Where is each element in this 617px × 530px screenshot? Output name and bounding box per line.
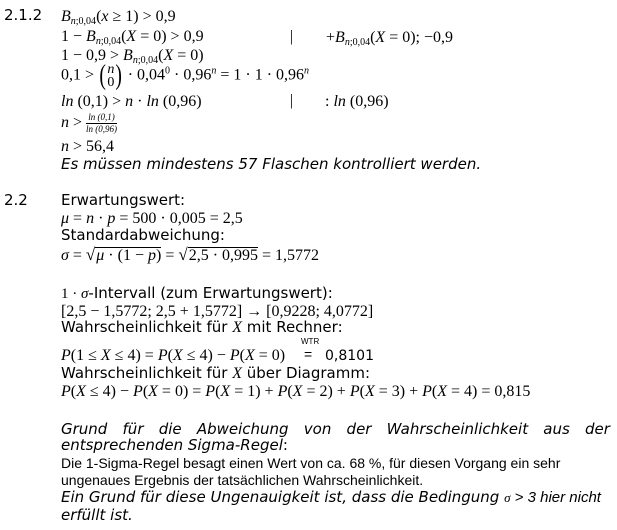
std-dev-label: Standardabweichung: [61, 226, 225, 244]
operation-note-2: : ln (0,96) [325, 93, 389, 110]
operation-separator: | [290, 92, 294, 109]
fraction: $\frac{\ln (0,1)}{\ln (0,96)}$ [86, 112, 118, 134]
std-dev-formula: σ = √μ · (1 − p) = √2,5 · 0,995 = 1,5772 [61, 245, 320, 264]
expected-value-formula: μ = n · p = 500 · 0,005 = 2,5 [61, 210, 243, 227]
math-line-6: n > $\frac{\ln (0,1)}{\ln (0,96)}$ [61, 112, 118, 134]
condition-line-1: Ein Grund für diese Ungenauigkeit ist, dass die Bedingung σ > 3 hier nicht [61, 488, 601, 506]
math-line-1: $B_{n;0,04}(x \ge 1) > 0,9$ [61, 8, 176, 27]
expected-value-label: Erwartungswert: [61, 191, 186, 209]
explanation-line-1: Die 1-Sigma-Regel besagt einen Wert von ca. 68 %, für diesen Vorgang ein sehr [61, 455, 561, 471]
section-number: 2.1.2 [4, 6, 43, 24]
math-line-7: n > 56,4 [61, 138, 115, 155]
conclusion-text: Es müssen mindestens 57 Flaschen kontrolliert werden. [61, 155, 482, 173]
explanation-line-2: ungenaues Ergebnis der tatsächlichen Wahrscheinlichkeit. [61, 472, 424, 488]
wtr-annotation: WTR [301, 337, 320, 346]
binomial-coefficient: (n 0) [99, 60, 123, 91]
condition-line-2: erfüllt ist. [61, 506, 133, 524]
operation-separator: | [290, 28, 294, 45]
math-line-3: $1 - 0,9 > B_{n;0,04}(X = 0)$ [61, 47, 204, 66]
interval-formula: [2,5 − 1,5772; 2,5 + 1,5772] → [0,9228; 4,0772] [61, 303, 374, 320]
diagram-formula: P(X ≤ 4) − P(X = 0) = P(X = 1) + P(X = 2) + P(X = 3) + P(X = 4) = 0,815 [61, 383, 531, 400]
section-number: 2.2 [4, 191, 28, 209]
calculator-equals: = [304, 346, 313, 362]
math-line-4: 0,1 > (n $0) \cdot 0,04^0 \cdot 0,96^n = 1 \cdot 1 \cdot 0,96^n$ [61, 60, 310, 91]
reason-heading-line-1: Grund für die Abweichung von der Wahrscheinlichkeit aus der [61, 420, 610, 438]
calculator-result: 0,8101 [325, 348, 374, 364]
diagram-label: Wahrscheinlichkeit für X über Diagramm: [61, 364, 371, 382]
reason-heading-line-2: entsprechenden Sigma-Regel: [61, 436, 288, 454]
math-line-5: ln (0,1) > n · ln (0,96) [61, 93, 202, 110]
operation-note-1: $+B_{n;0,04}(X = 0)$; −0,9 [326, 29, 454, 48]
math-line-2: $1 - B_{n;0,04}(X = 0) > 0,9$ [61, 28, 204, 47]
calculator-formula: P(1 ≤ X ≤ 4) = P(X ≤ 4) − P(X = 0) [61, 347, 286, 364]
calculator-label: Wahrscheinlichkeit für X mit Rechner: [61, 318, 343, 336]
interval-label: 1 · σ-Intervall (zum Erwartungswert): [61, 284, 333, 302]
